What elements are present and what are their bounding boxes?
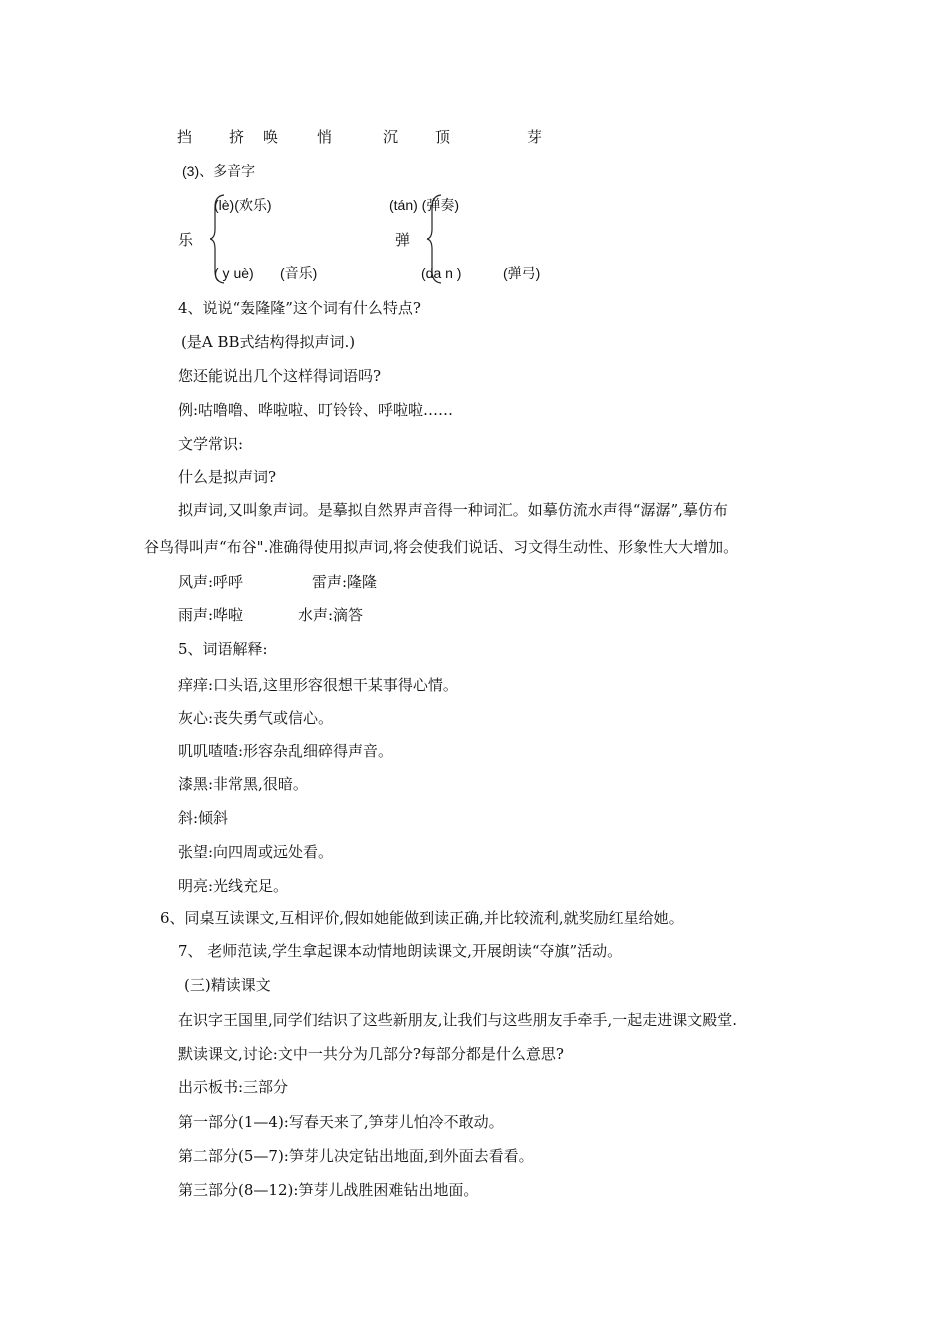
literary-knowledge: 文学常识: <box>178 435 244 453</box>
char-chen: 沉 <box>383 128 399 146</box>
vocab-item: 明亮:光线充足。 <box>178 877 289 895</box>
sound-thunder: 雷声:隆隆 <box>312 573 378 591</box>
vocab-item: 斜:倾斜 <box>178 809 229 827</box>
le-lower-word: (音乐) <box>280 265 318 281</box>
sound-wind: 风声:呼呼 <box>178 573 244 591</box>
sound-water: 水声:滴答 <box>298 606 364 624</box>
item7: 7、 老师范读,学生拿起课本动情地朗读课文,开展朗读“夺旗”活动。 <box>178 942 623 960</box>
part-three: 第三部分(8—12):笋芽儿战胜困难钻出地面。 <box>178 1181 479 1199</box>
section3-heading: (三)精读课文 <box>184 976 271 994</box>
char-ding: 顶 <box>435 128 451 146</box>
item4-question: 4、说说“轰隆隆”这个词有什么特点? <box>178 299 421 317</box>
tan-char: 弹 <box>395 231 411 249</box>
closing-discussion: 默读课文,讨论:文中一共分为几部分?每部分都是什么意思? <box>178 1045 564 1063</box>
char-da: 挡 <box>177 128 193 146</box>
char-huan: 唤 <box>263 128 279 146</box>
item6: 6、同桌互读课文,互相评价,假如她能做到读正确,并比较流利,就奖励红星给她。 <box>160 909 684 927</box>
part-one: 第一部分(1—4):写春天来了,笋芽儿怕冷不敢动。 <box>178 1113 504 1131</box>
onomatopoeia-def-1: 拟声词,又叫象声词。是摹拟自然界声音得一种词汇。如摹仿流水声得“潺潺”,摹仿布 <box>178 501 728 519</box>
onomatopoeia-question: 什么是拟声词? <box>178 468 277 486</box>
item4-answer: (是A BB式结构得拟声词.) <box>181 333 356 351</box>
char-ya: 芽 <box>527 128 543 146</box>
part-two: 第二部分(5—7):笋芽儿决定钻出地面,到外面去看看。 <box>178 1147 534 1165</box>
vocab-item: 漆黑:非常黑,很暗。 <box>178 775 308 793</box>
tan-upper: (tán) (弹奏) <box>389 197 459 213</box>
brace-tan <box>425 193 447 285</box>
brace-le <box>210 193 232 285</box>
more-words-question: 您还能说出几个这样得词语吗? <box>178 367 382 385</box>
polyphone-heading: (3)、多音字 <box>182 163 256 179</box>
char-qiao: 悄 <box>317 128 333 146</box>
vocab-item: 张望:向四周或远处看。 <box>178 843 334 861</box>
le-char: 乐 <box>178 231 194 249</box>
tan-lower-pinyin: (da n ) <box>421 265 462 281</box>
onomatopoeia-def-2: 谷鸟得叫声“布谷".准确得使用拟声词,将会使我们说话、习文得生动性、形象性大大增加。 <box>144 538 739 556</box>
vocab-item: 灰心:丧失勇气或信心。 <box>178 709 334 727</box>
tan-lower-word: (弹弓) <box>503 265 541 281</box>
char-ji: 挤 <box>229 128 245 146</box>
le-upper: (lè)(欢乐) <box>214 197 272 213</box>
le-lower-pinyin: ( y uè) <box>214 265 254 281</box>
sound-rain: 雨声:哗啦 <box>178 606 244 624</box>
closing-intro: 在识字王国里,同学们结识了这些新朋友,让我们与这些朋友手牵手,一起走进课文殿堂. <box>178 1011 738 1029</box>
closing-board: 出示板书:三部分 <box>178 1078 289 1096</box>
vocab-heading: 5、词语解释: <box>178 640 268 658</box>
vocab-item: 叽叽喳喳:形容杂乱细碎得声音。 <box>178 742 394 760</box>
examples: 例:咕噜噜、哗啦啦、叮铃铃、呼啦啦…… <box>178 401 454 419</box>
vocab-item: 痒痒:口头语,这里形容很想干某事得心情。 <box>178 676 458 694</box>
